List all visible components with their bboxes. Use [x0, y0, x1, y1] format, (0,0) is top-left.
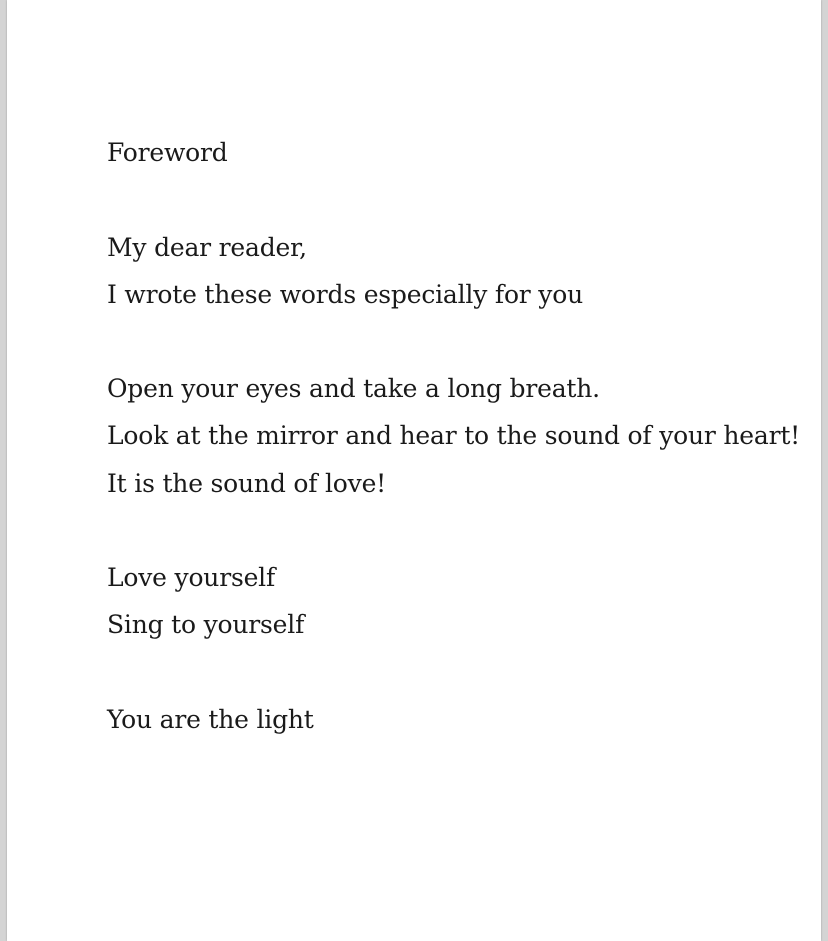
text-line: Love yourself [107, 563, 276, 592]
text-line: Look at the mirror and hear to the sound of your heart! [107, 421, 801, 450]
foreword-heading: Foreword [107, 138, 228, 167]
text-line: Sing to yourself [107, 610, 305, 639]
document-page [7, 0, 821, 941]
text-line: Open your eyes and take a long breath. [107, 374, 600, 403]
greeting-line: My dear reader, [107, 233, 307, 262]
text-line: You are the light [107, 705, 314, 734]
text-line: It is the sound of love! [107, 469, 387, 498]
text-line: I wrote these words especially for you [107, 280, 583, 309]
